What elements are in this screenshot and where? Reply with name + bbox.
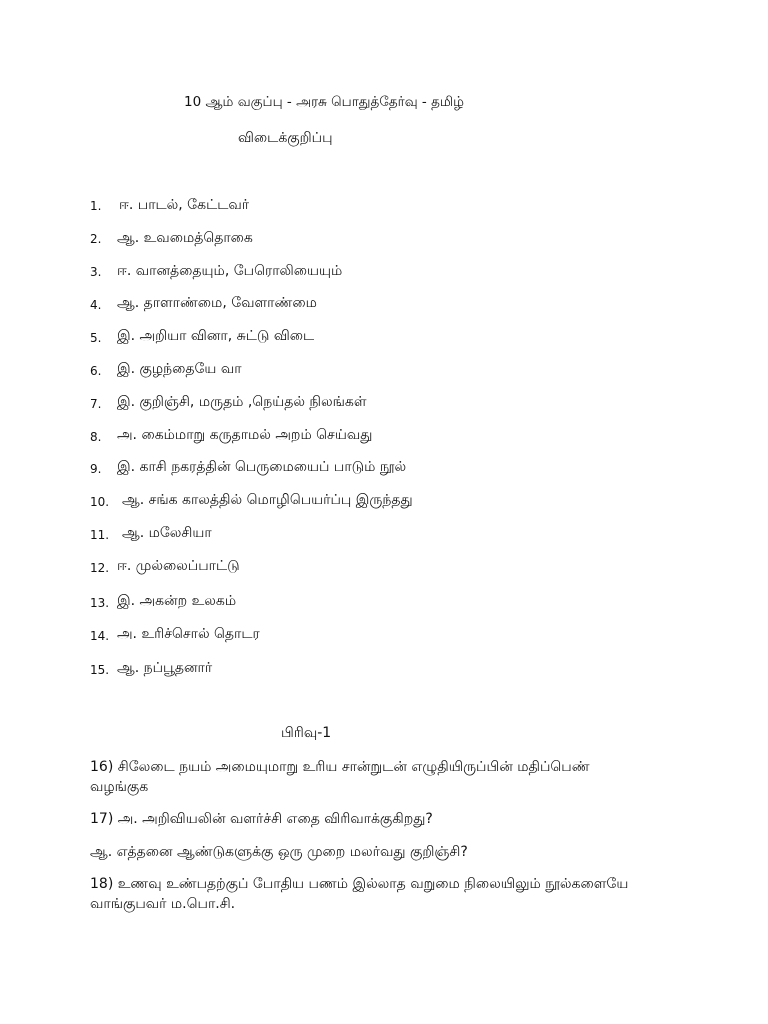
document-title: 10 ஆம் வகுப்பு - அரசு பொதுத்தேர்வு - தமிழ் (184, 94, 465, 110)
answer-number: 13. (90, 596, 110, 610)
answer-number: 5. (90, 331, 102, 345)
document-subtitle: விடைக்குறிப்பு (238, 130, 333, 146)
section-heading: பிரிவு-1 (281, 725, 332, 741)
answer-text: இ. குழந்தையே வா (117, 361, 242, 377)
answer-number: 14. (90, 629, 110, 643)
question-17b: ஆ. எத்தனை ஆண்டுகளுக்கு ஒரு முறை மலர்வது குறிஞ்சி? (90, 844, 468, 860)
answer-number: 4. (90, 298, 102, 312)
answer-text: இ. குறிஞ்சி, மருதம் ,நெய்தல் நிலங்கள் (117, 394, 367, 410)
answer-number: 10. (90, 495, 110, 509)
answer-text: இ. அகன்ற உலகம் (117, 593, 237, 609)
question-16: 16) சிலேடை நயம் அமையுமாறு உரிய சான்றுடன் எழுதியிருப்பின் மதிப்பெண் வழங்குக (90, 759, 590, 795)
answer-number: 1. (90, 199, 102, 213)
answer-text: ஆ. சங்க காலத்தில் மொழிபெயர்ப்பு இருந்தது (122, 492, 413, 508)
question-18: 18) உணவு உண்பதற்குப் போதிய பணம் இல்லாத வறுமை நிலையிலும் நூல்களையே வாங்குபவர் ம.பொ.சி. (90, 876, 629, 912)
answer-text: ஈ. முல்லைப்பாட்டு (117, 558, 240, 574)
answer-number: 15. (90, 663, 110, 677)
answer-text: ஆ. தாளாண்மை, வேளாண்மை (117, 295, 317, 311)
answer-number: 8. (90, 430, 102, 444)
answer-number: 7. (90, 397, 102, 411)
answer-number: 2. (90, 232, 102, 246)
answer-text: அ. உரிச்சொல் தொடர (117, 626, 260, 642)
answer-text: ஆ. மலேசியா (122, 525, 212, 541)
answer-text: ஈ. வானத்தையும், பேரொலியையும் (117, 263, 343, 279)
answer-text: அ. கைம்மாறு கருதாமல் அறம் செய்வது (117, 427, 373, 443)
answer-number: 3. (90, 265, 102, 279)
answer-text: ஆ. நப்பூதனார் (117, 660, 213, 676)
answer-text: இ. அறியா வினா, சுட்டு விடை (117, 328, 315, 344)
answer-text: இ. காசி நகரத்தின் பெருமையைப் பாடும் நூல் (117, 459, 407, 475)
answer-text: ஆ. உவமைத்தொகை (117, 230, 253, 246)
answer-text: ஈ. பாடல், கேட்டவர் (119, 197, 250, 213)
answer-number: 9. (90, 462, 102, 476)
question-17a: 17) அ. அறிவியலின் வளர்ச்சி எதை விரிவாக்குகிறது? (90, 811, 433, 827)
answer-number: 11. (90, 528, 110, 542)
answer-number: 6. (90, 364, 102, 378)
answer-number: 12. (90, 561, 110, 575)
